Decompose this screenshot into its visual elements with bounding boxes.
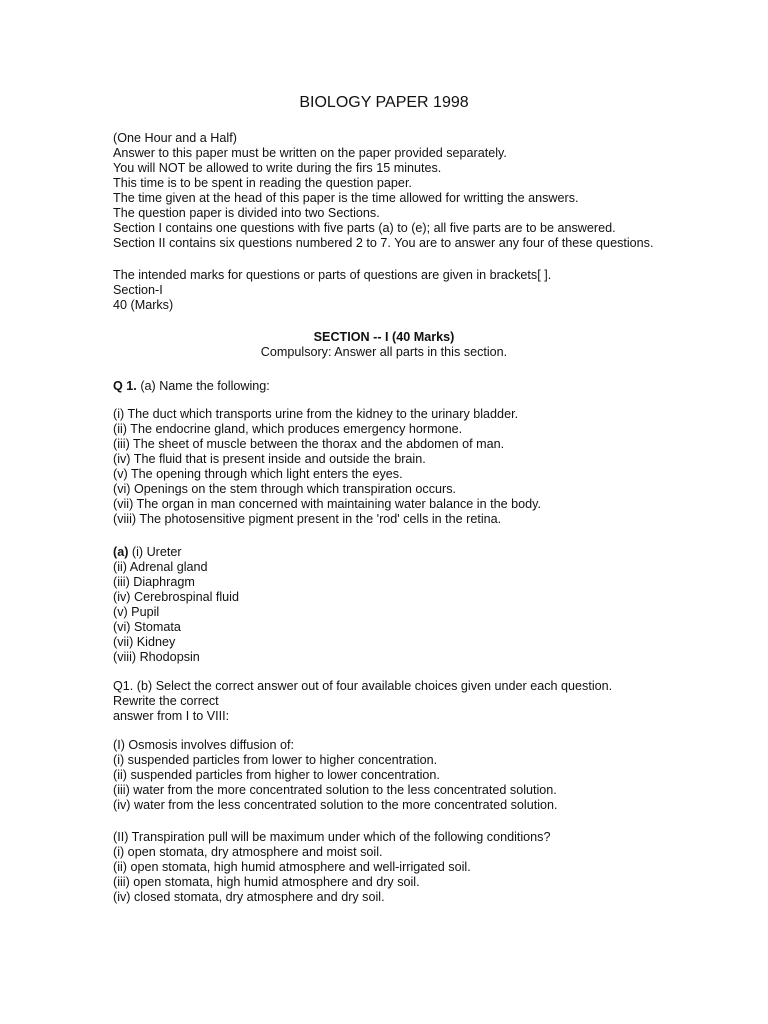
section-heading-text: SECTION -- I (40 Marks)	[313, 330, 455, 344]
mcq-question: (I) Osmosis involves diffusion of:	[113, 738, 295, 752]
marks-note-block	[113, 268, 753, 313]
mcq-option: (i) open stomata, dry atmosphere and moist soil.	[113, 845, 383, 859]
question-item: (i) The duct which transports urine from the kidney to the urinary bladder.	[113, 407, 519, 421]
answer-item: (iv) Cerebrospinal fluid	[113, 590, 239, 604]
instruction-line: Answer to this paper must be written on the paper provided separately.	[113, 146, 507, 160]
answer-item: (v) Pupil	[113, 605, 160, 619]
answer-item: (viii) Rhodopsin	[113, 650, 200, 664]
question-number: Q 1.	[113, 379, 137, 393]
marks-note-line: The intended marks for questions or parts of questions are given in brackets[ ].	[113, 268, 552, 282]
instruction-line: (One Hour and a Half)	[113, 131, 237, 145]
section-instruction: Compulsory: Answer all parts in this section.	[260, 345, 508, 359]
answer-text: (i) Ureter	[131, 545, 182, 559]
answers-block	[113, 545, 753, 665]
mcq-option: (iv) closed stomata, dry atmosphere and dry soil.	[113, 890, 385, 904]
question-1b-line: Q1. (b) Select the correct answer out of four available choices given under each question.	[113, 679, 613, 693]
mcq-question: (II) Transpiration pull will be maximum under which of the following conditions?	[113, 830, 551, 844]
question-1a-line	[113, 379, 753, 394]
answer-item	[113, 545, 753, 560]
instruction-line: The question paper is divided into two Sections.	[113, 206, 380, 220]
mcq-osmosis	[113, 738, 753, 813]
section-header	[113, 330, 655, 360]
question-1a-prompt	[113, 379, 753, 394]
question-item: (iv) The fluid that is present inside and outside the brain.	[113, 452, 426, 466]
question-item: (viii) The photosensitive pigment present in the 'rod' cells in the retina.	[113, 512, 502, 526]
question-item: (iii) The sheet of muscle between the thorax and the abdomen of man.	[113, 437, 505, 451]
question-1b-prompt	[113, 679, 753, 724]
paper-title: BIOLOGY PAPER 1998	[299, 94, 469, 111]
question-item: (vi) Openings on the stem through which transpiration occurs.	[113, 482, 456, 496]
question-item: (vii) The organ in man concerned with maintaining water balance in the body.	[113, 497, 541, 511]
mcq-option: (iii) water from the more concentrated solution to the less concentrated solution.	[113, 783, 557, 797]
answer-label: (a)	[113, 545, 129, 559]
mcq-option: (ii) open stomata, high humid atmosphere and well-irrigated soil.	[113, 860, 471, 874]
question-item: (v) The opening through which light enters the eyes.	[113, 467, 403, 481]
instruction-line: This time is to be spent in reading the question paper.	[113, 176, 412, 190]
answer-item: (vi) Stomata	[113, 620, 181, 634]
instruction-line: Section I contains one questions with five parts (a) to (e); all five parts are to be answered.	[113, 221, 616, 235]
question-text: (a) Name the following:	[140, 379, 270, 393]
mcq-option: (iii) open stomata, high humid atmosphere and dry soil.	[113, 875, 420, 889]
mcq-transpiration	[113, 830, 753, 905]
section-marks: 40 (Marks)	[113, 298, 174, 312]
section-heading	[113, 330, 655, 345]
instruction-line: The time given at the head of this paper is the time allowed for writting the answers.	[113, 191, 579, 205]
answer-item: (vii) Kidney	[113, 635, 176, 649]
question-item: (ii) The endocrine gland, which produces emergency hormone.	[113, 422, 463, 436]
section-label: Section-I	[113, 283, 163, 297]
mcq-option: (ii) suspended particles from higher to lower concentration.	[113, 768, 440, 782]
question-1b-line: answer from I to VIII:	[113, 709, 230, 723]
answer-item: (ii) Adrenal gland	[113, 560, 208, 574]
question-1a-items	[113, 407, 753, 527]
mcq-option: (i) suspended particles from lower to higher concentration.	[113, 753, 438, 767]
instruction-line: Section II contains six questions numbered 2 to 7. You are to answer any four of these questions.	[113, 236, 654, 250]
answer-item: (iii) Diaphragm	[113, 575, 195, 589]
mcq-option: (iv) water from the less concentrated solution to the more concentrated solution.	[113, 798, 558, 812]
instruction-line: You will NOT be allowed to write during the firs 15 minutes.	[113, 161, 442, 175]
question-1b-line: Rewrite the correct	[113, 694, 219, 708]
instructions-block	[113, 131, 753, 251]
